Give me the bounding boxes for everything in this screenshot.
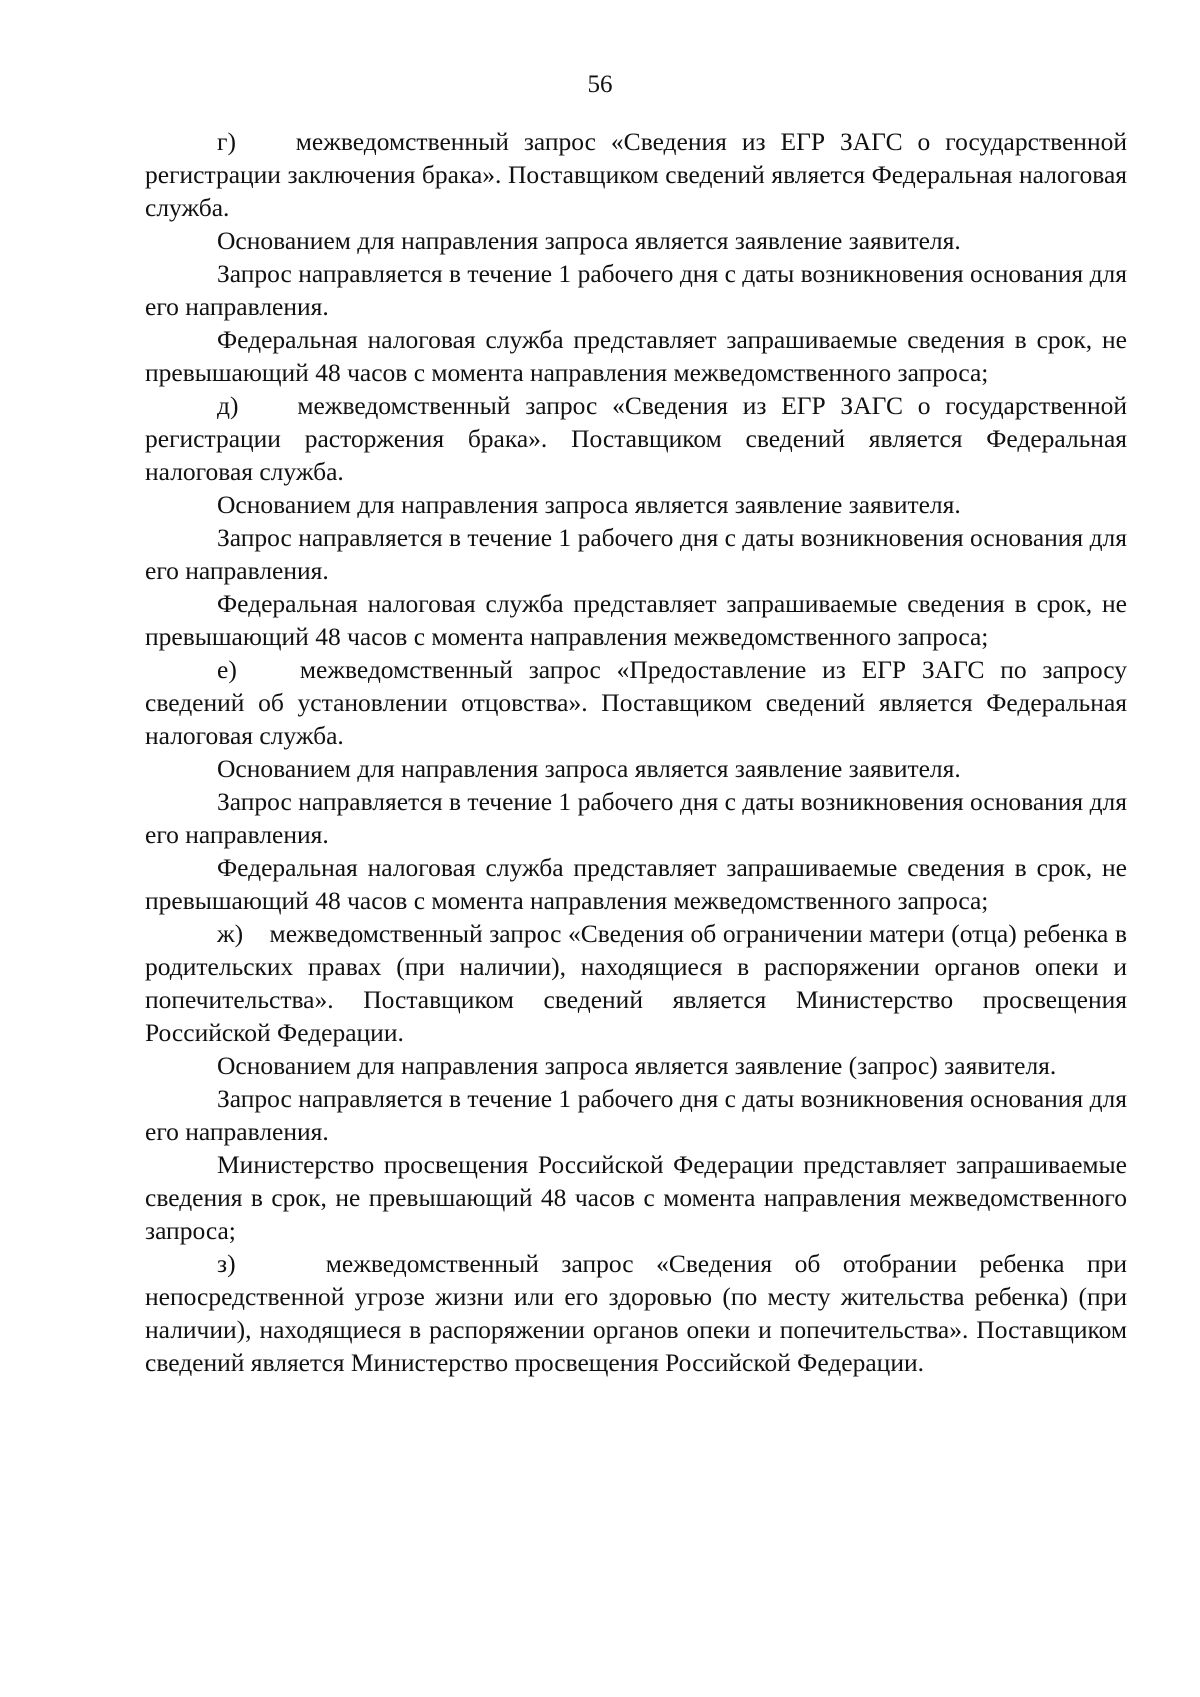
document-body: [145, 125, 1127, 1379]
paragraph-basis: Основанием для направления запроса является заявление (запрос) заявителя.: [217, 1051, 1057, 1080]
paragraph-response-time: Федеральная налоговая служба представляет запрашиваемые сведения в срок, не превышающий 48 часов с момента направления межведомственного запроса;: [145, 853, 1127, 915]
paragraph-item-z: з) межведомственный запрос «Сведения об отобрании ребенка при непосредственной угрозе жизни или его здоровью (по месту жительства ребенка) (при наличии), находящиеся в распоряжении органов опеки и попечительства». Поставщиком сведений является Министерство просвещения Российской Федерации.: [145, 1249, 1127, 1377]
paragraph-response-time: Федеральная налоговая служба представляет запрашиваемые сведения в срок, не превышающий 48 часов с момента направления межведомственного запроса;: [145, 325, 1127, 387]
page-number: 56: [587, 71, 613, 98]
paragraph-basis: Основанием для направления запроса является заявление заявителя.: [217, 490, 961, 519]
paragraph-item-e: е) межведомственный запрос «Предоставление из ЕГР ЗАГС по запросу сведений об установлении отцовства». Поставщиком сведений является Федеральная налоговая служба.: [145, 655, 1127, 750]
paragraph-basis: Основанием для направления запроса является заявление заявителя.: [217, 226, 961, 255]
paragraph-item-d: д) межведомственный запрос «Сведения из ЕГР ЗАГС о государственной регистрации расторжения брака». Поставщиком сведений является Федеральная налоговая служба.: [145, 391, 1127, 486]
paragraph-item-g: г) межведомственный запрос «Сведения из ЕГР ЗАГС о государственной регистрации заключения брака». Поставщиком сведений является Федеральная налоговая служба.: [145, 127, 1127, 222]
paragraph-response-time: Министерство просвещения Российской Федерации представляет запрашиваемые сведения в срок, не превышающий 48 часов с момента направления межведомственного запроса;: [145, 1150, 1127, 1245]
paragraph-basis: Основанием для направления запроса является заявление заявителя.: [217, 754, 961, 783]
paragraph-deadline: Запрос направляется в течение 1 рабочего дня с даты возникновения основания для его направления.: [145, 259, 1127, 321]
paragraph-deadline: Запрос направляется в течение 1 рабочего дня с даты возникновения основания для его направления.: [145, 523, 1127, 585]
paragraph-deadline: Запрос направляется в течение 1 рабочего дня с даты возникновения основания для его направления.: [145, 787, 1127, 849]
paragraph-response-time: Федеральная налоговая служба представляет запрашиваемые сведения в срок, не превышающий 48 часов с момента направления межведомственного запроса;: [145, 589, 1127, 651]
paragraph-item-zh: ж) межведомственный запрос «Сведения об ограничении матери (отца) ребенка в родительских правах (при наличии), находящиеся в распоряжении органов опеки и попечительства». Поставщиком сведений является Министерство просвещения Российской Федерации.: [145, 919, 1127, 1047]
paragraph-deadline: Запрос направляется в течение 1 рабочего дня с даты возникновения основания для его направления.: [145, 1084, 1127, 1146]
